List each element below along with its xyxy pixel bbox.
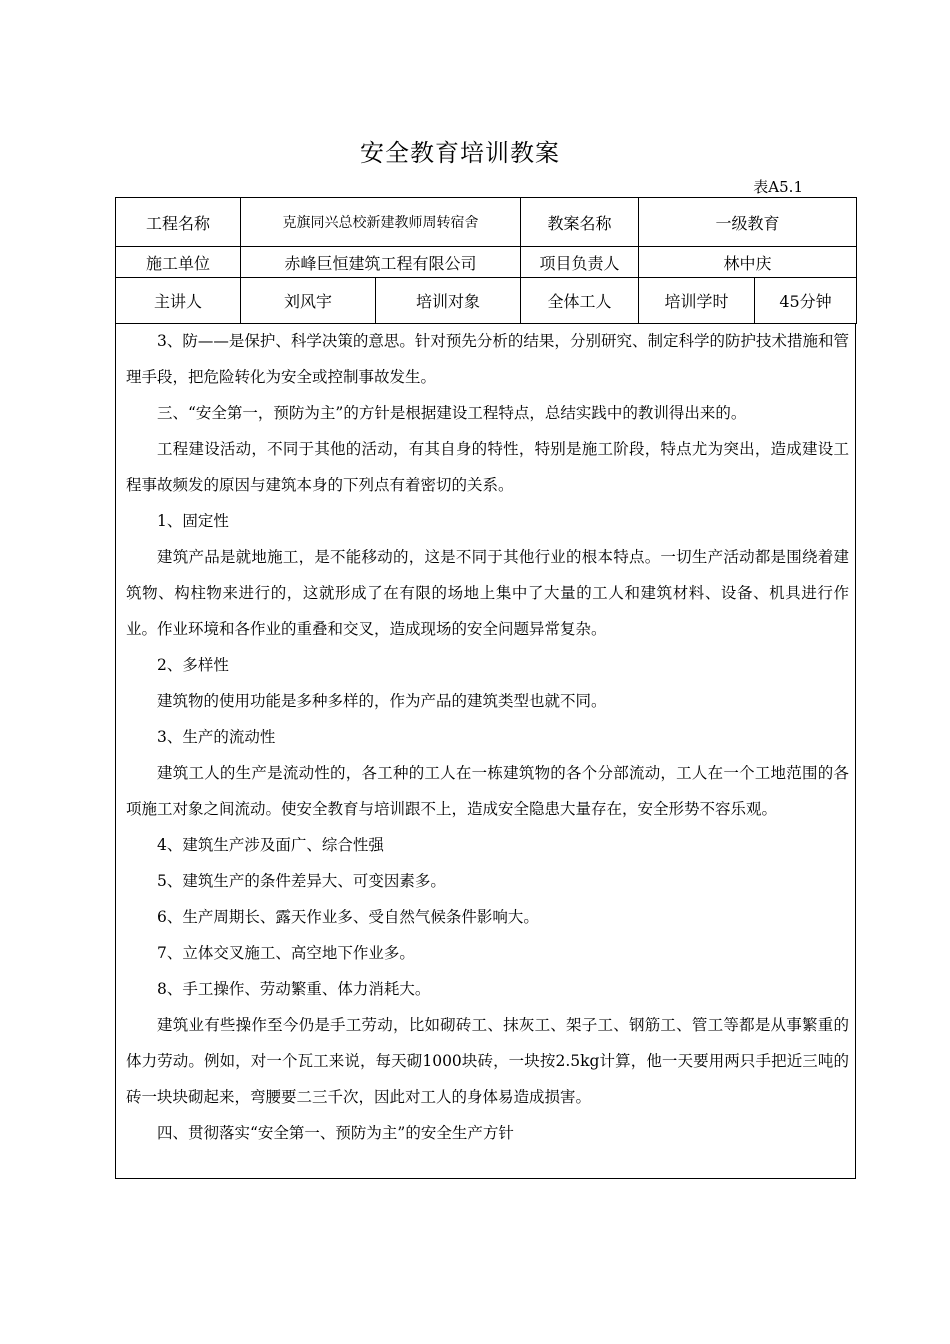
speaker-label: 主讲人 (116, 278, 241, 324)
project-leader-value: 林中庆 (639, 247, 857, 278)
paragraph: 四、贯彻落实“安全第一、预防为主”的安全生产方针 (157, 1124, 514, 1142)
project-name-value: 克旗同兴总校新建教师周转宿舍 (241, 198, 521, 247)
header-row-project (116, 198, 857, 247)
training-hours-value: 45分钟 (755, 278, 857, 324)
paragraph: 5、建筑生产的条件差异大、可变因素多。 (157, 872, 446, 890)
project-name-label: 工程名称 (116, 198, 241, 247)
header-row-training (116, 278, 857, 324)
paragraph: 3、生产的流动性 (157, 728, 276, 746)
lesson-content (126, 323, 849, 1151)
document-title: 安全教育培训教案 (360, 139, 560, 167)
paragraph: 1、固定性 (157, 512, 229, 530)
plan-name-value: 一级教育 (639, 198, 857, 247)
training-target-label: 培训对象 (376, 278, 521, 324)
header-row-unit (116, 247, 857, 278)
header-table (115, 197, 857, 324)
paragraph: 建筑业有些操作至今仍是手工劳动，比如砌砖工、抹灰工、架子工、钢筋工、管工等都是从事繁重的体力劳动。例如，对一个瓦工来说，每天砌1000块砖，一块按2.5kg计算，他一天要用两只手把近三吨的砖一块块砌起来，弯腰要二三千次，因此对工人的身体易造成损害。 (126, 1016, 849, 1106)
construction-unit-value: 赤峰巨恒建筑工程有限公司 (241, 247, 521, 278)
paragraph: 7、立体交叉施工、高空地下作业多。 (157, 944, 415, 962)
paragraph: 3、防——是保护、科学决策的意思。针对预先分析的结果，分别研究、制定科学的防护技术措施和管理手段，把危险转化为安全或控制事故发生。 (126, 332, 849, 386)
paragraph: 6、生产周期长、露天作业多、受自然气候条件影响大。 (157, 908, 539, 926)
paragraph: 建筑物的使用功能是多种多样的，作为产品的建筑类型也就不同。 (157, 692, 607, 710)
plan-name-label: 教案名称 (521, 198, 639, 247)
paragraph: 4、建筑生产涉及面广、综合性强 (157, 836, 384, 854)
paragraph: 8、手工操作、劳动繁重、体力消耗大。 (157, 980, 431, 998)
paragraph: 工程建设活动，不同于其他的活动，有其自身的特性，特别是施工阶段，特点尤为突出，造成建设工程事故频发的原因与建筑本身的下列点有着密切的关系。 (126, 440, 849, 494)
training-hours-label: 培训学时 (639, 278, 755, 324)
training-target-value: 全体工人 (521, 278, 639, 324)
form-code: 表A5.1 (753, 178, 803, 196)
paragraph: 三、“安全第一，预防为主”的方针是根据建设工程特点，总结实践中的教训得出来的。 (157, 404, 747, 422)
paragraph: 2、多样性 (157, 656, 229, 674)
construction-unit-label: 施工单位 (116, 247, 241, 278)
speaker-value: 刘风宇 (241, 278, 376, 324)
paragraph: 建筑产品是就地施工，是不能移动的，这是不同于其他行业的根本特点。一切生产活动都是围绕着建筑物、构柱物来进行的，这就形成了在有限的场地上集中了大量的工人和建筑材料、设备、机具进行作业。作业环境和各作业的重叠和交叉，造成现场的安全问题异常复杂。 (126, 548, 849, 638)
project-leader-label: 项目负责人 (521, 247, 639, 278)
lesson-content-box (115, 323, 856, 1179)
paragraph: 建筑工人的生产是流动性的，各工种的工人在一栋建筑物的各个分部流动，工人在一个工地范围的各项施工对象之间流动。使安全教育与培训跟不上，造成安全隐患大量存在，安全形势不容乐观。 (126, 764, 849, 818)
